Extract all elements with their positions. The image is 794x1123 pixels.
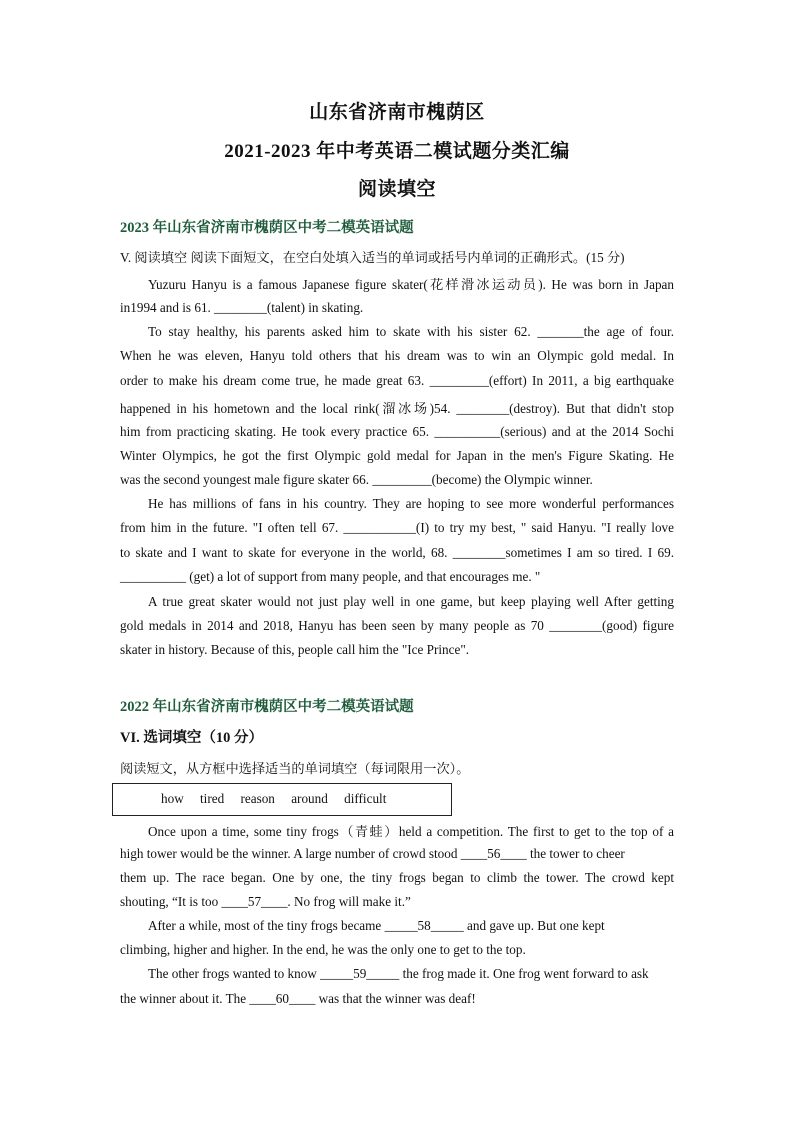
passage-text: the tower to cheer <box>526 846 625 861</box>
word-bank-item: how <box>161 791 184 806</box>
word-bank-box <box>112 783 452 816</box>
word-bank <box>161 791 399 807</box>
passage-line: from him in the future. "I often tell 67. ___________(I) to try my best, " said Hanyu. "I really love <box>120 520 674 535</box>
passage-text: . No frog will make it.” <box>287 894 411 909</box>
word-bank-item: reason <box>240 791 275 806</box>
document-title-topic: 2021-2023 年中考英语二模试题分类汇编 <box>224 141 570 162</box>
passage-line: was the second youngest male figure skater 66. _________(become) the Olympic winner. <box>120 472 593 487</box>
passage-line: him from practicing skating. He took every practice 65. __________(serious) and at the 2014 Sochi <box>120 424 674 439</box>
blank-57: ____57____ <box>221 894 288 909</box>
passage-text: high tower would be the winner. A large number of crowd stood <box>120 846 461 861</box>
passage-line <box>148 918 674 934</box>
passage-line: happened in his hometown and the local rink(溜冰场)54. ________(destroy). But that didn't stop <box>120 401 674 416</box>
word-bank-item: difficult <box>344 791 387 806</box>
passage-line <box>120 991 674 1007</box>
passage-line: Winter Olympics, he got the first Olympic gold medal for Japan in the men's Figure Skating. He <box>120 448 674 463</box>
section-heading-2022: 2022 年山东省济南市槐荫区中考二模英语试题 <box>120 699 414 715</box>
passage-line: __________ (get) a lot of support from many people, and that encourages me. " <box>120 569 541 584</box>
passage-text: After a while, most of the tiny frogs became <box>148 918 385 933</box>
passage-line: A true great skater would not just play well in one game, but keep playing well After getting <box>148 594 674 609</box>
passage-line: in1994 and is 61. ________(talent) in skating. <box>120 300 364 315</box>
passage-line: He has millions of fans in his country. They are hoping to see more wonderful performances <box>148 496 674 511</box>
section-instruction-2023: V. 阅读填空 阅读下面短文，在空白处填入适当的单词或括号内单词的正确形式。(15 分) <box>120 250 625 265</box>
section-instruction-2022: 阅读短文，从方框中选择适当的单词填空（每词限用一次）。 <box>120 761 470 776</box>
passage-text: The other frogs wanted to know <box>148 966 321 981</box>
passage-line: When he was eleven, Hanyu told others that his dream was to win an Olympic gold medal. In <box>120 348 674 363</box>
word-bank-item: tired <box>200 791 225 806</box>
blank-58: _____58_____ <box>384 918 464 933</box>
passage-line: order to make his dream come true, he made great 63. _________(effort) In 2011, a big earthquake <box>120 373 674 388</box>
passage-line: Yuzuru Hanyu is a famous Japanese figure skater(花样滑冰运动员). He was born in Japan <box>148 277 674 292</box>
passage-line <box>120 846 674 862</box>
blank-56: ____56____ <box>460 846 527 861</box>
passage-line <box>148 966 674 982</box>
passage-text: was that the winner was deaf! <box>315 991 476 1006</box>
document-title-section: 阅读填空 <box>357 179 436 200</box>
passage-text: the frog made it. One frog went forward to ask <box>399 966 649 981</box>
passage-line: Once upon a time, some tiny frogs（青蛙）held a competition. The first to get to the top of a <box>148 824 674 839</box>
passage-line: them up. The race began. One by one, the tiny frogs began to climb the tower. The crowd kept <box>120 870 674 885</box>
passage-text: and gave up. But one kept <box>463 918 605 933</box>
section-heading-2023: 2023 年山东省济南市槐荫区中考二模英语试题 <box>120 220 414 236</box>
passage-line: To stay healthy, his parents asked him to skate with his sister 62. _______the age of four. <box>148 324 674 339</box>
blank-60: ____60____ <box>249 991 316 1006</box>
part-heading-vi: VI. 选词填空（10 分） <box>120 730 263 746</box>
passage-line <box>120 894 674 910</box>
passage-line: climbing, higher and higher. In the end, he was the only one to get to the top. <box>120 942 526 957</box>
blank-59: _____59_____ <box>320 966 400 981</box>
passage-text: shouting, “It is too <box>120 894 222 909</box>
passage-line: to skate and I want to skate for everyone in the world, 68. ________sometimes I am so tired. I 69. <box>120 545 674 560</box>
document-title-region: 山东省济南市槐荫区 <box>309 102 485 123</box>
passage-line: skater in history. Because of this, people call him the "Ice Prince". <box>120 642 470 657</box>
word-bank-item: around <box>291 791 328 806</box>
passage-text: the winner about it. The <box>120 991 250 1006</box>
passage-line: gold medals in 2014 and 2018, Hanyu has been seen by many people as 70 ________(good) figure <box>120 618 674 633</box>
